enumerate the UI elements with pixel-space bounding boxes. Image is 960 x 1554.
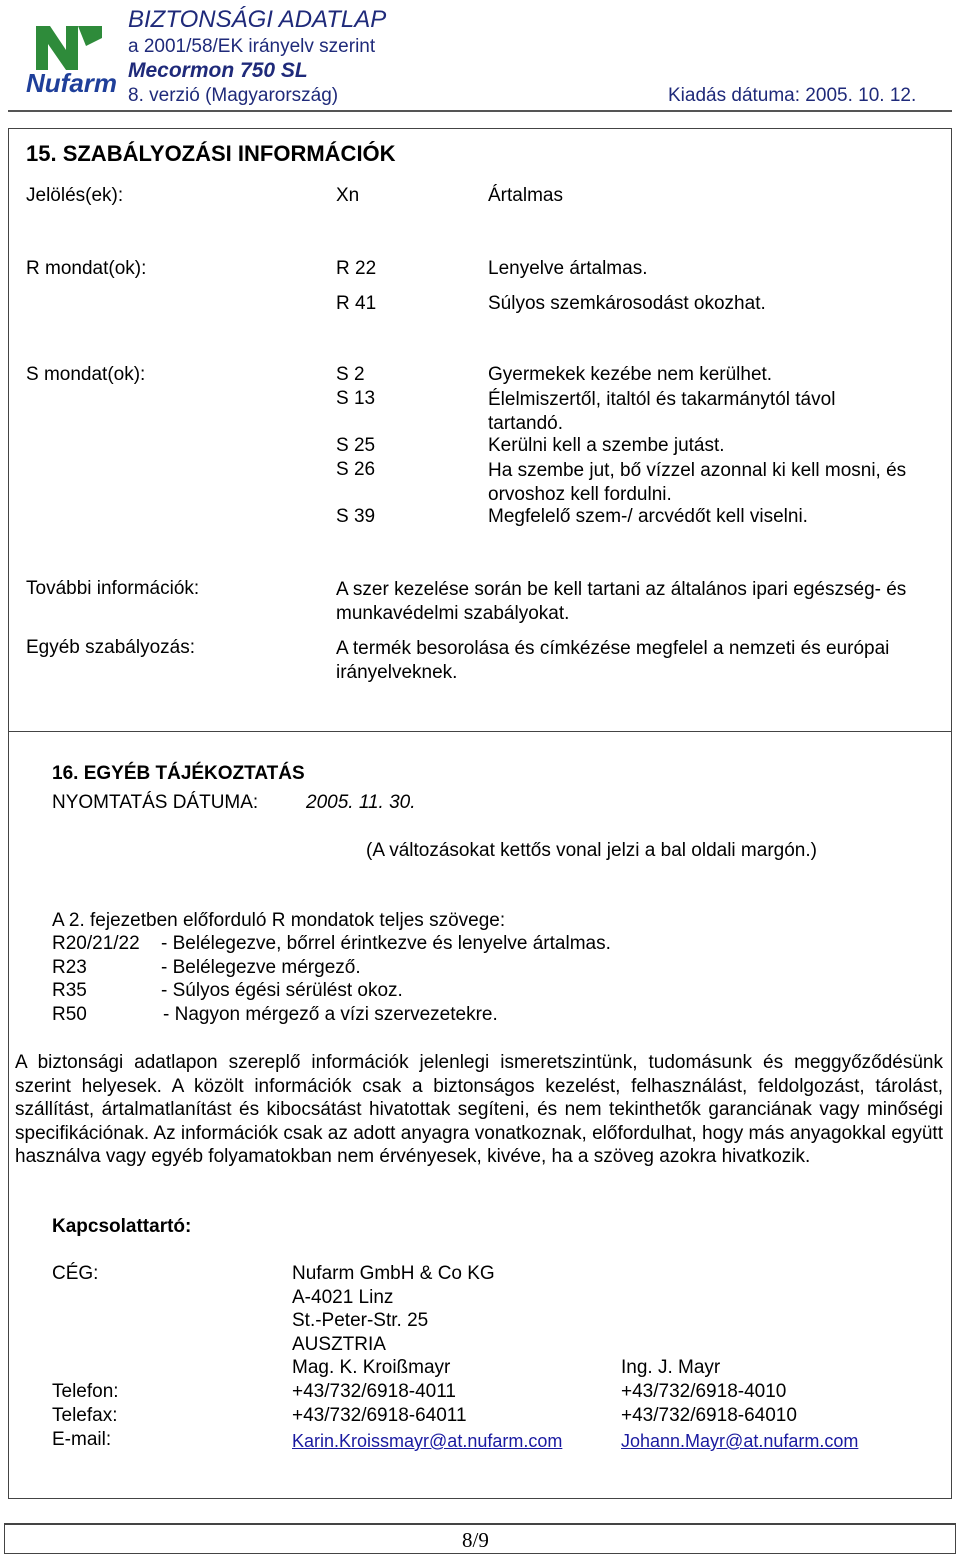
phone-number: +43/732/6918-4011 [292, 1381, 456, 1402]
s-phrase-text: Megfelelő szem-/ arcvédőt kell viselni. [488, 506, 808, 527]
labeling-text: Ártalmas [488, 185, 563, 206]
r-phrases-label: R mondat(ok): [26, 258, 147, 279]
r-full-code: R50 [52, 1004, 87, 1025]
other-regulation-label: Egyéb szabályozás: [26, 637, 195, 658]
s-phrases-label: S mondat(ok): [26, 364, 146, 385]
directive-reference: a 2001/58/EK irányelv szerint [128, 36, 376, 57]
section-15-heading: 15. SZABÁLYOZÁSI INFORMÁCIÓK [26, 141, 396, 166]
r-full-text: - Nagyon mérgező a vízi szervezetekre. [163, 1004, 498, 1025]
company-label: CÉG: [52, 1263, 99, 1284]
page-number: 8/9 [462, 1528, 489, 1552]
phone-number: +43/732/6918-4010 [621, 1381, 787, 1402]
labeling-label: Jelölés(ek): [26, 185, 124, 206]
labeling-code: Xn [336, 185, 360, 206]
r-full-code: R35 [52, 980, 87, 1001]
r-full-text: - Súlyos égési sérülést okoz. [161, 980, 403, 1001]
company-line: AUSZTRIA [292, 1334, 386, 1355]
print-date-value: 2005. 11. 30. [306, 792, 416, 813]
phone-label: Telefon: [52, 1381, 119, 1402]
fax-number: +43/732/6918-64011 [292, 1405, 467, 1426]
nufarm-logo [22, 18, 118, 100]
email-link[interactable]: Karin.Kroissmayr@at.nufarm.com [292, 1431, 563, 1451]
r-phrase-text: Lenyelve ártalmas. [488, 258, 648, 279]
s-phrase-text: Kerülni kell a szembe jutást. [488, 435, 725, 456]
r-full-intro: A 2. fejezetben előforduló R mondatok teljes szövege: [52, 910, 506, 931]
further-info-label: További információk: [26, 578, 200, 599]
r-full-text: - Belélegezve, bőrrel érintkezve és lenyelve ártalmas. [161, 933, 611, 954]
contact-person: Ing. J. Mayr [621, 1357, 721, 1378]
email-link[interactable]: Johann.Mayr@at.nufarm.com [621, 1431, 859, 1451]
document-title: BIZTONSÁGI ADATLAP [128, 6, 387, 33]
r-full-code: R20/21/22 [52, 933, 140, 954]
s-phrase-text: Gyermekek kezébe nem kerülhet. [488, 364, 773, 385]
section-16-heading: 16. EGYÉB TÁJÉKOZTATÁS [52, 763, 305, 784]
version-label: 8. verzió (Magyarország) [128, 85, 339, 106]
issue-date: Kiadás dátuma: 2005. 10. 12. [668, 85, 917, 106]
fax-number: +43/732/6918-64010 [621, 1405, 797, 1426]
changes-note: (A változásokat kettős vonal jelzi a bal oldali margón.) [366, 840, 817, 861]
contact-person: Mag. K. Kroißmayr [292, 1357, 451, 1378]
s-phrase-code: S 25 [336, 435, 376, 456]
fax-label: Telefax: [52, 1405, 118, 1426]
s-phrase-code: S 13 [336, 388, 376, 409]
company-line: St.-Peter-Str. 25 [292, 1310, 429, 1331]
s-phrase-text: Élelmiszertől, italtól és takarmánytól távol tartandó. [488, 389, 836, 434]
disclaimer-paragraph: A biztonsági adatlapon szereplő információk jelenlegi ismeretszintünk, tudomásunk és meggyőződésünk szerint helyesek. A közölt információk csak a biztonságos kezelést, felhasználást, feldolgozást, tárolást, szállítást, ártalmatlanítást és kibocsátást hivatottak segíteni, és nem tekinthetők garanciának vagy minőségi specifikációnak. Az információk csak az adott anyagra vonatkoznak, előfordulhat, hogy más anyagokkal együtt használva vagy egyéb folyamatokban nem érvényesek, kivéve, ha a szöveg azokra hivatkozik. [15, 1052, 943, 1168]
other-regulation-text: A termék besorolása és címkézése megfelel a nemzeti és európai irányelveknek. [336, 638, 890, 683]
r-full-code: R23 [52, 957, 87, 978]
s-phrase-text: Ha szembe jut, bő vízzel azonnal ki kell mosni, és orvoshoz kell fordulni. [488, 460, 907, 505]
company-line: Nufarm GmbH & Co KG [292, 1263, 495, 1284]
r-phrase-text: Súlyos szemkárosodást okozhat. [488, 293, 766, 314]
product-name: Mecormon 750 SL [128, 59, 308, 82]
r-full-text: - Belélegezve mérgező. [161, 957, 361, 978]
further-info-text: A szer kezelése során be kell tartani az általános ipari egészség- és munkavédelmi szabályokat. [336, 579, 907, 624]
s-phrase-code: S 39 [336, 506, 376, 527]
print-date-label: NYOMTATÁS DÁTUMA: [52, 792, 259, 813]
s-phrase-code: S 2 [336, 364, 365, 385]
company-line: A-4021 Linz [292, 1287, 394, 1308]
header-divider [8, 110, 952, 112]
r-phrase-code: R 22 [336, 258, 377, 279]
contact-heading: Kapcsolattartó: [52, 1216, 192, 1237]
email-label: E-mail: [52, 1429, 112, 1450]
r-phrase-code: R 41 [336, 293, 377, 314]
s-phrase-code: S 26 [336, 459, 376, 480]
logo-text: Nufarm [26, 68, 118, 98]
